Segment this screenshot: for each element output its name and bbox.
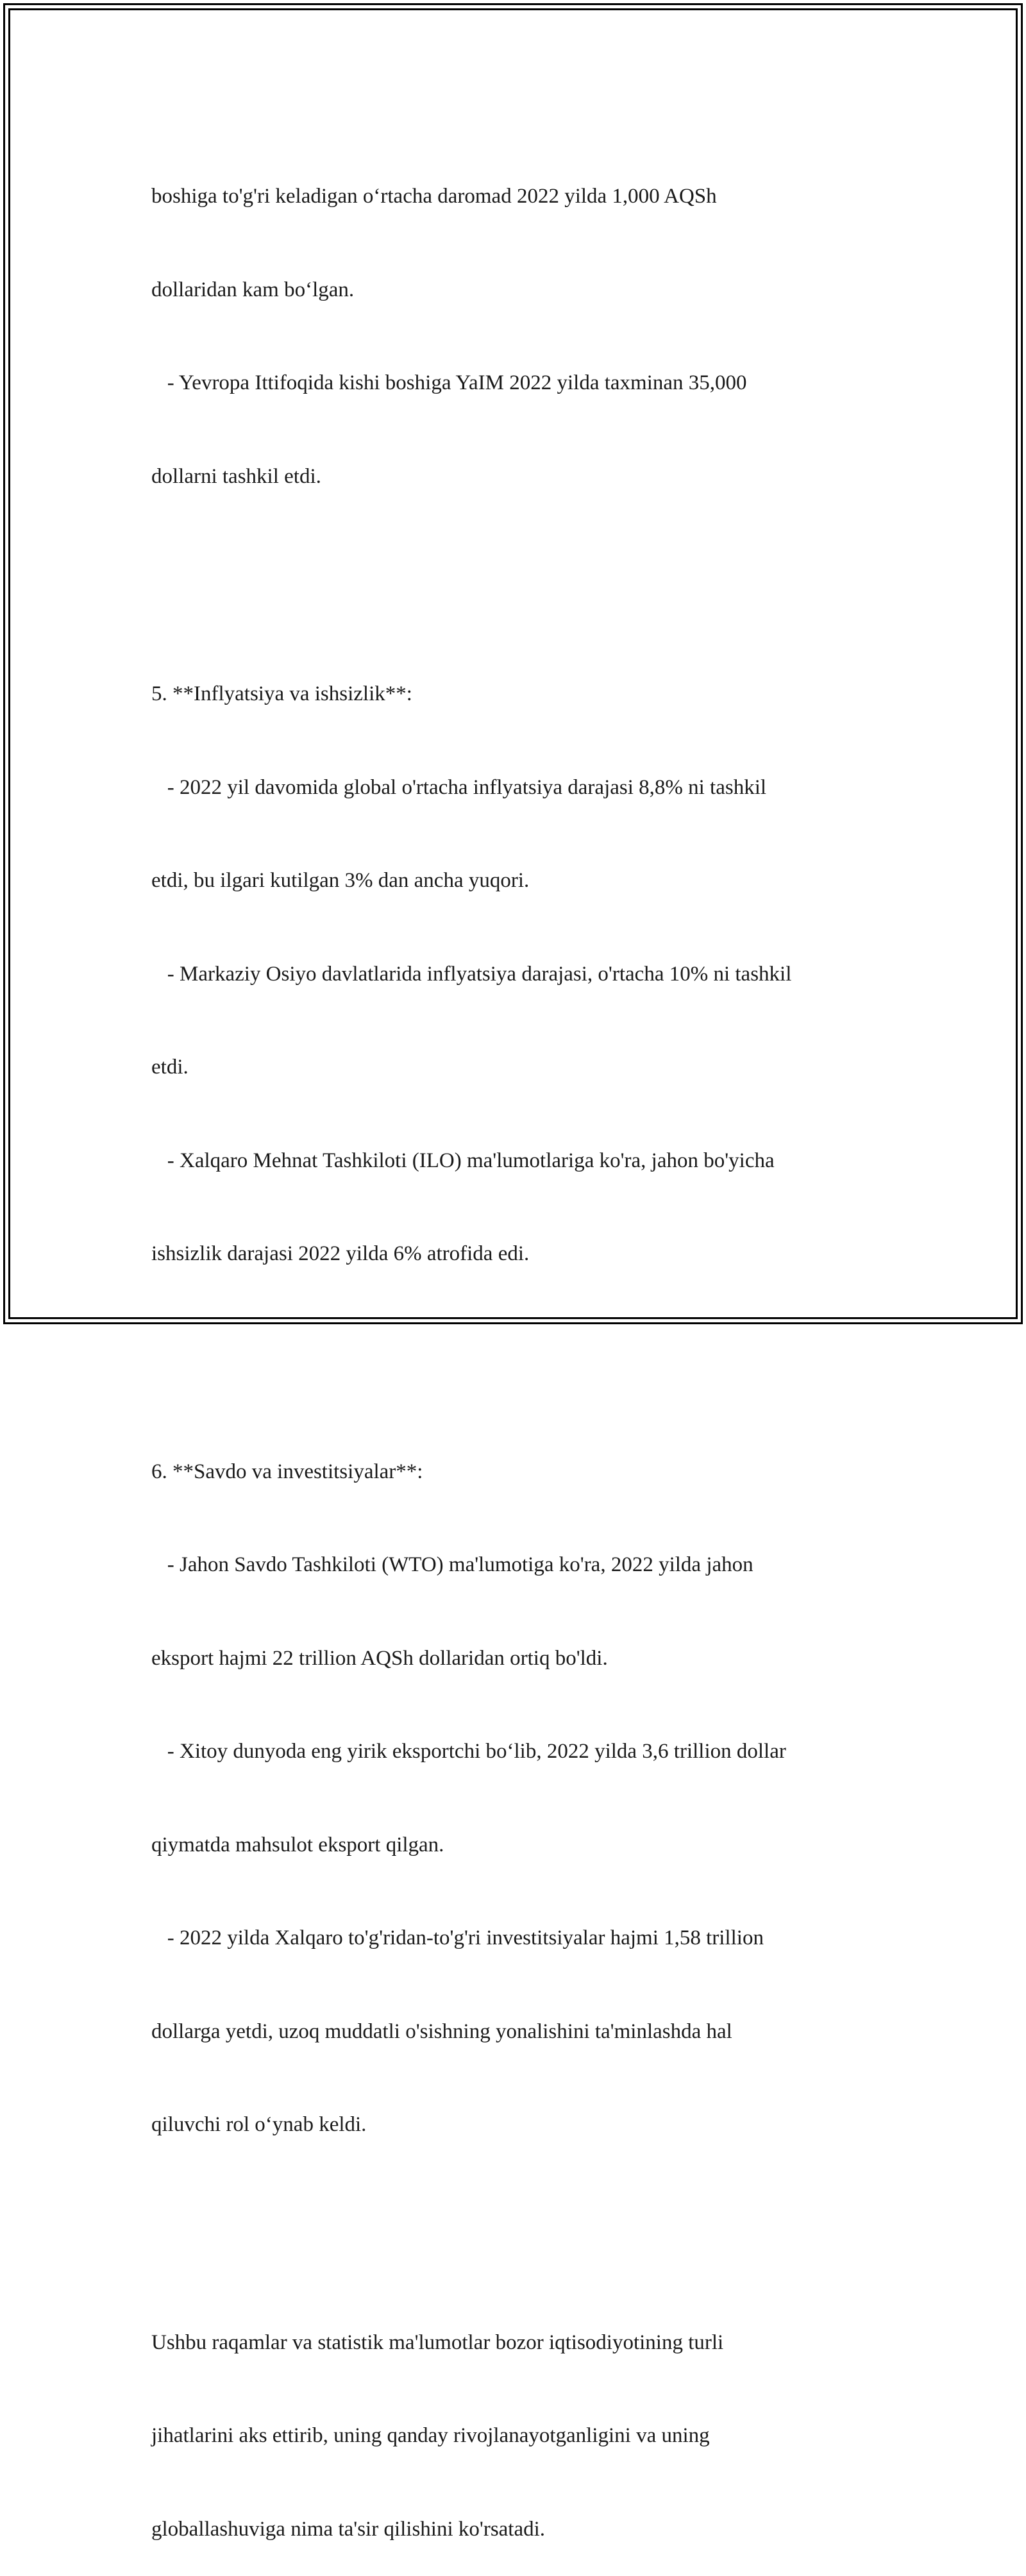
- document-body: [151, 119, 876, 2576]
- section-6-bullet-3-line-3: qiluvchi rol o‘ynab keldi.: [151, 2113, 367, 2136]
- section-6-bullet-2-line-2: qiymatda mahsulot eksport qilgan.: [151, 1833, 444, 1856]
- eu-bullet-line-2: dollarni tashkil etdi.: [151, 464, 321, 488]
- paragraph-gap: [151, 2203, 876, 2234]
- intro-line-1: boshiga to'g'ri keladigan o‘rtacha daromad 2022 yilda 1,000 AQSh: [151, 185, 717, 208]
- eu-bullet-line-1: - Yevropa Ittifoqida kishi boshiga YaIM 2022 yilda taxminan 35,000: [151, 371, 747, 394]
- section-6-bullet-2-line-1: - Xitoy dunyoda eng yirik eksportchi bo‘lib, 2022 yilda 3,6 trillion dollar: [151, 1740, 786, 1763]
- section-5-heading: 5. **Inflyatsiya va ishsizlik**:: [151, 682, 412, 705]
- section-6-bullet-1-line-1: - Jahon Savdo Tashkiloti (WTO) ma'lumotiga ko'ra, 2022 yilda jahon: [151, 1553, 753, 1576]
- section-5-bullet-3-line-1: - Xalqaro Mehnat Tashkiloti (ILO) ma'lumotlariga ko'ra, jahon bo'yicha: [151, 1149, 775, 1172]
- section-6-bullet-3-line-2: dollarga yetdi, uzoq muddatli o'sishning yonalishini ta'minlashda hal: [151, 2019, 732, 2043]
- section-6-heading: 6. **Savdo va investitsiyalar**:: [151, 1460, 423, 1483]
- section-5-bullet-2-line-2: etdi.: [151, 1056, 189, 1079]
- conclusion-line-3: globallashuviga nima ta'sir qilishini ko'rsatadi.: [151, 2517, 546, 2541]
- conclusion-line-1: Ushbu raqamlar va statistik ma'lumotlar bozor iqtisodiyotining turli: [151, 2330, 724, 2354]
- section-5-bullet-2-line-1: - Markaziy Osiyo davlatlarida inflyatsiya darajasi, o'rtacha 10% ni tashkil: [151, 962, 792, 986]
- conclusion-line-2: jihatlarini aks ettirib, uning qanday rivojlanayotganligini va uning: [151, 2424, 710, 2447]
- section-5-bullet-1-line-1: - 2022 yil davomida global o'rtacha inflyatsiya darajasi 8,8% ni tashkil: [151, 775, 767, 799]
- paragraph-gap: [151, 1332, 876, 1363]
- section-6-bullet-1-line-2: eksport hajmi 22 trillion AQSh dollaridan ortiq bo'ldi.: [151, 1646, 608, 1670]
- section-6-bullet-3-line-1: - 2022 yilda Xalqaro to'g'ridan-to'g'ri investitsiyalar hajmi 1,58 trillion: [151, 1926, 764, 1949]
- paragraph-gap: [151, 554, 876, 585]
- section-5-bullet-1-line-2: etdi, bu ilgari kutilgan 3% dan ancha yuqori.: [151, 869, 530, 892]
- section-5-bullet-3-line-2: ishsizlik darajasi 2022 yilda 6% atrofida edi.: [151, 1242, 530, 1265]
- intro-line-2: dollaridan kam bo‘lgan.: [151, 278, 355, 301]
